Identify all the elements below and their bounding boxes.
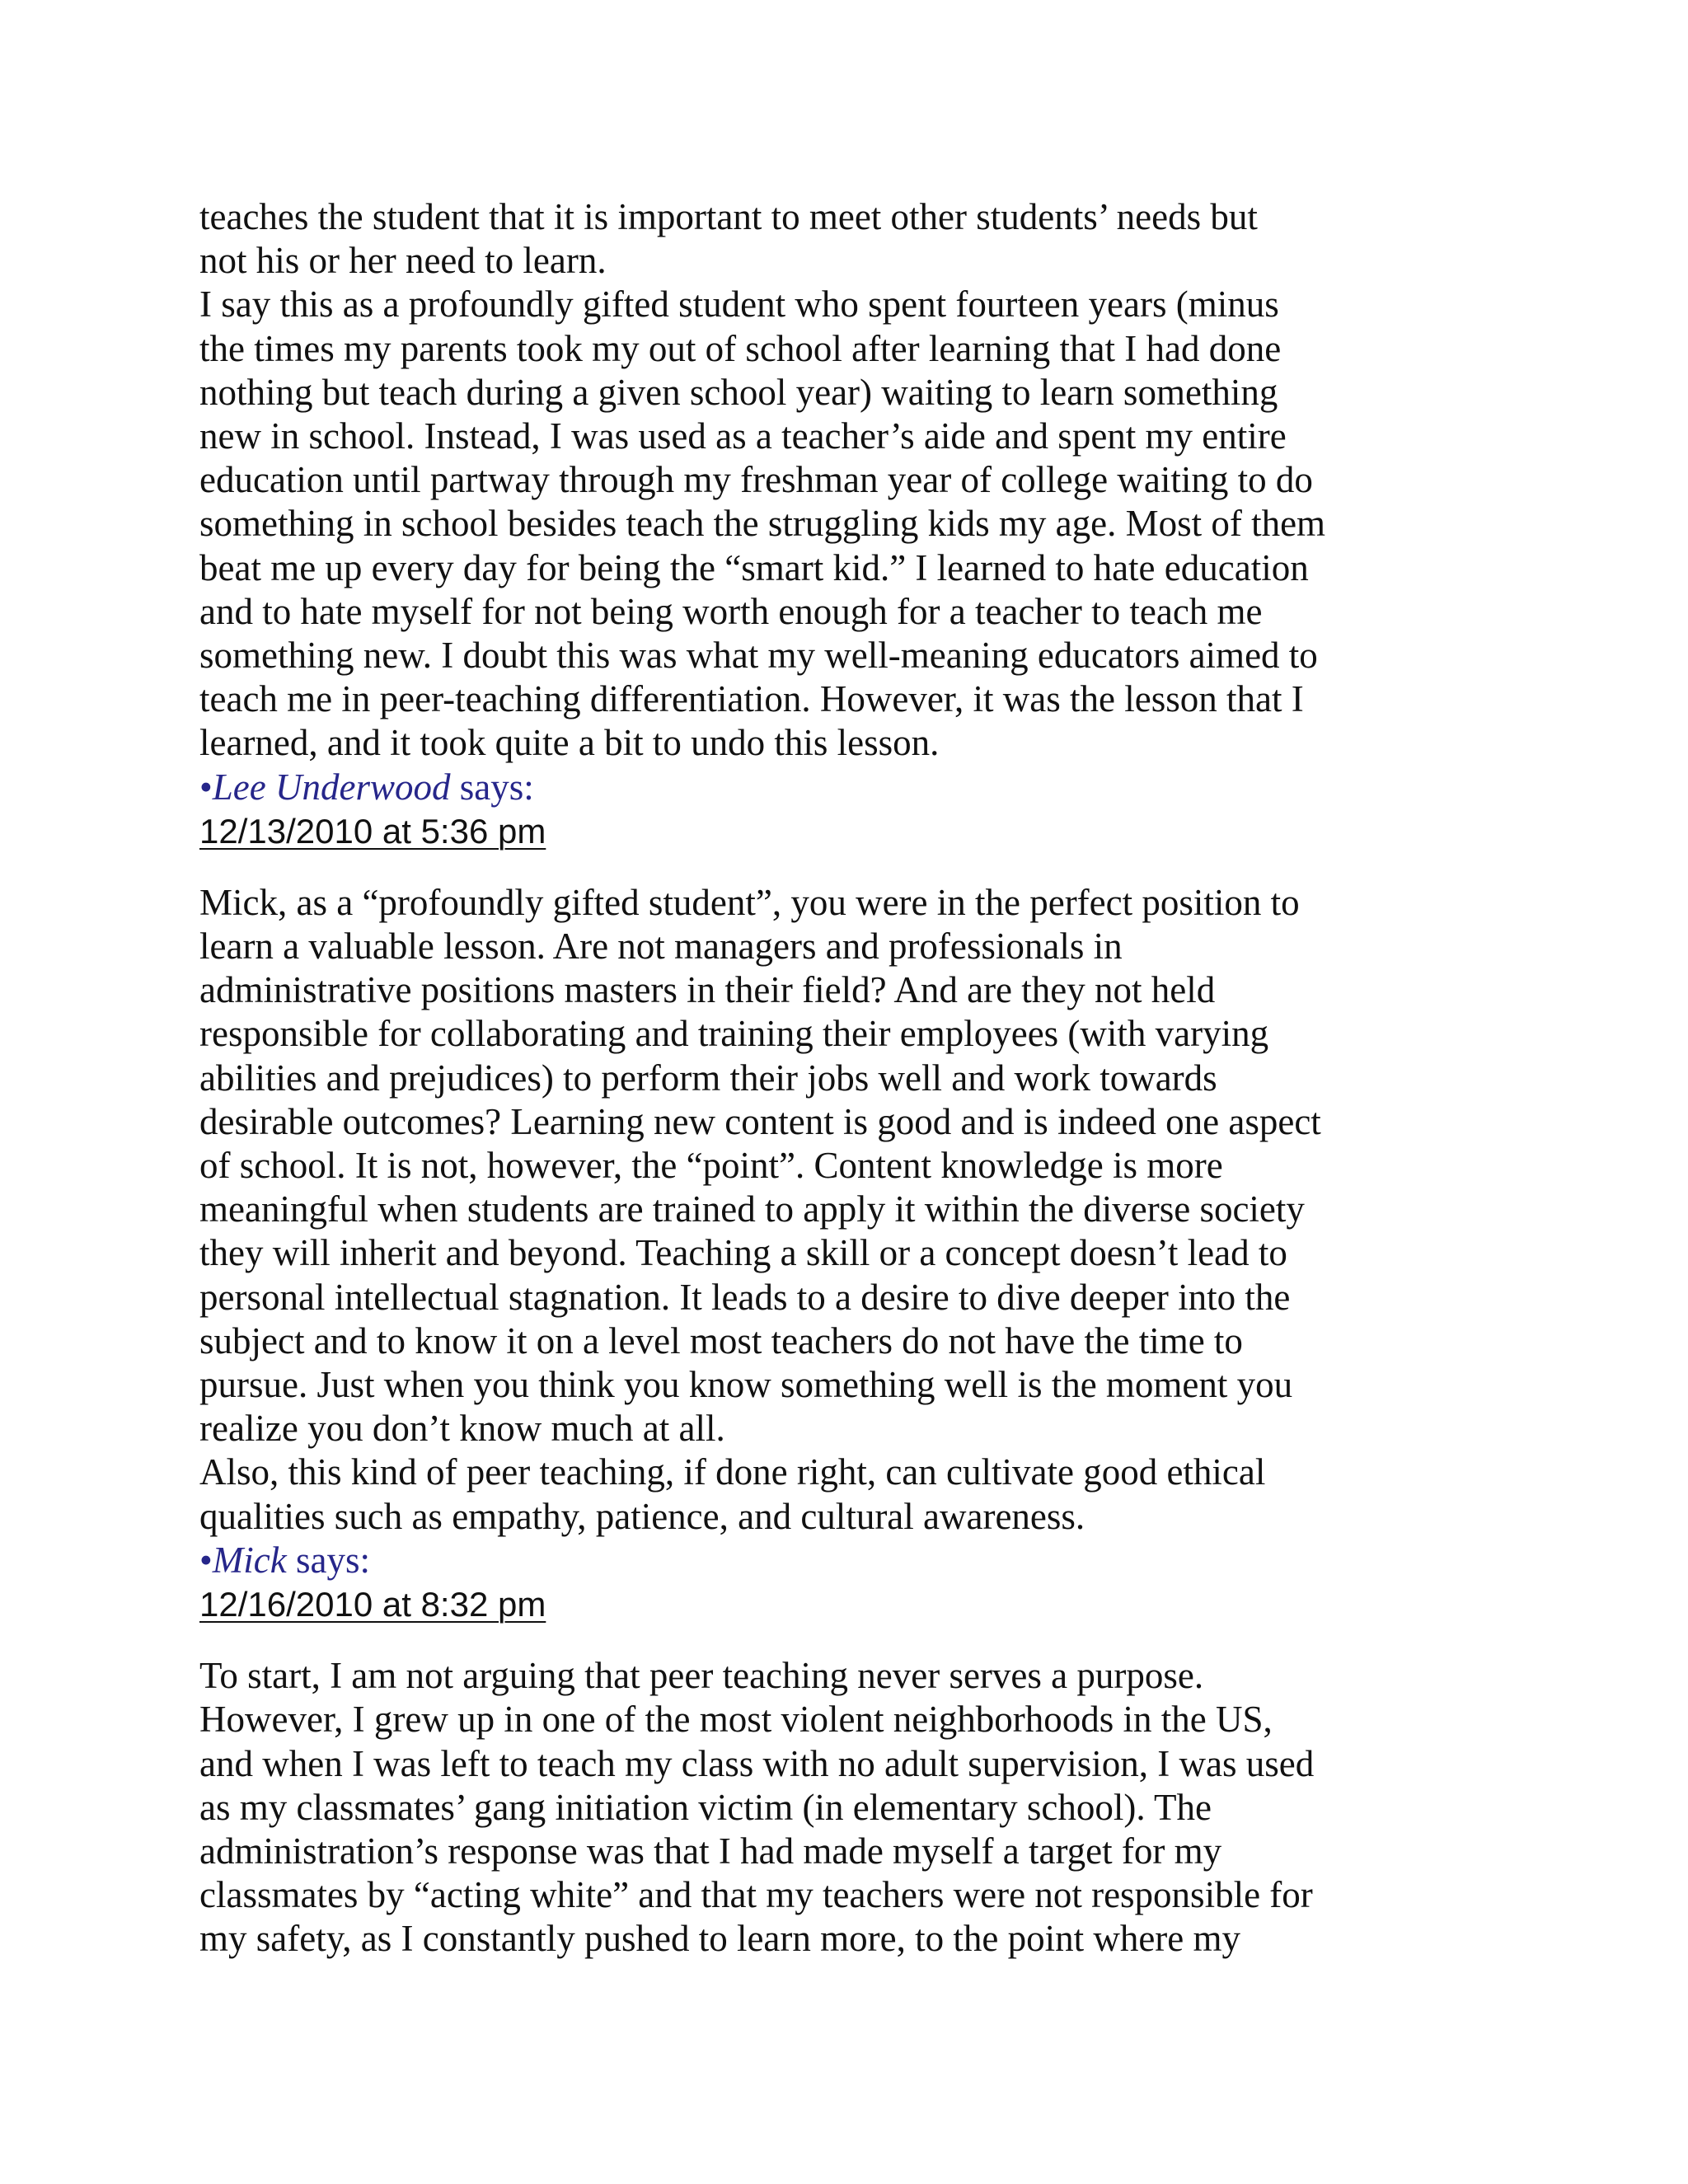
paragraph: [199, 881, 1502, 1451]
comment-author-line: [199, 1539, 1502, 1582]
text-line: my safety, as I constantly pushed to learn more, to the point where my: [199, 1918, 1241, 1960]
text-line: personal intellectual stagnation. It leads to a desire to dive deeper into the: [199, 1276, 1291, 1318]
text-line: not his or her need to learn.: [199, 240, 607, 282]
text-line: classmates by “acting white” and that my teachers were not responsible for: [199, 1874, 1313, 1916]
paragraph: [199, 1451, 1502, 1538]
comment-timestamp-link[interactable]: 12/13/2010 at 5:36 pm: [199, 811, 546, 851]
paragraph: [199, 1654, 1502, 1961]
text-line: Also, this kind of peer teaching, if done right, can cultivate good ethical: [199, 1451, 1266, 1493]
text-line: abilities and prejudices) to perform their jobs well and work towards: [199, 1057, 1217, 1099]
text-line: subject and to know it on a level most teachers do not have the time to: [199, 1319, 1243, 1361]
author-name[interactable]: Lee Underwood: [212, 766, 451, 808]
text-line: responsible for collaborating and training their employees (with varying: [199, 1013, 1269, 1055]
text-line: I say this as a profoundly gifted student who spent fourteen years (minus: [199, 284, 1279, 326]
text-line: meaningful when students are trained to apply it within the diverse society: [199, 1188, 1305, 1230]
text-line: of school. It is not, however, the “point”. Content knowledge is more: [199, 1145, 1223, 1187]
text-line: teaches the student that it is important to meet other students’ needs but: [199, 196, 1258, 237]
text-line: realize you don’t know much at all.: [199, 1408, 725, 1450]
text-line: the times my parents took my out of school after learning that I had done: [199, 327, 1282, 369]
text-line: pursue. Just when you think you know something well is the moment you: [199, 1364, 1293, 1406]
comment-header: [199, 1539, 1502, 1626]
bullet-icon: •: [199, 766, 213, 808]
comment-author-line: [199, 766, 1502, 809]
document-page: [199, 195, 1502, 1961]
text-line: administration’s response was that I had made myself a target for my: [199, 1830, 1222, 1872]
says-label: says:: [450, 766, 534, 808]
text-line: and to hate myself for not being worth enough for a teacher to teach me: [199, 590, 1263, 632]
comment-timestamp-link[interactable]: 12/16/2010 at 8:32 pm: [199, 1585, 546, 1624]
text-line: teach me in peer-teaching differentiation. However, it was the lesson that I: [199, 678, 1304, 720]
text-line: Mick, as a “profoundly gifted student”, you were in the perfect position to: [199, 881, 1300, 923]
text-line: qualities such as empathy, patience, and cultural awareness.: [199, 1495, 1085, 1537]
paragraph: [199, 283, 1502, 765]
text-line: However, I grew up in one of the most violent neighborhoods in the US,: [199, 1699, 1273, 1741]
text-line: education until partway through my freshman year of college waiting to do: [199, 459, 1313, 501]
text-line: new in school. Instead, I was used as a teacher’s aide and spent my entire: [199, 415, 1287, 457]
text-line: nothing but teach during a given school year) waiting to learn something: [199, 371, 1278, 413]
text-line: as my classmates’ gang initiation victim (in elementary school). The: [199, 1786, 1212, 1828]
bullet-icon: •: [199, 1539, 213, 1581]
text-line: desirable outcomes? Learning new content is good and is indeed one aspect: [199, 1100, 1321, 1142]
text-line: they will inherit and beyond. Teaching a skill or a concept doesn’t lead to: [199, 1232, 1287, 1274]
text-line: something new. I doubt this was what my well-meaning educators aimed to: [199, 635, 1318, 677]
text-line: administrative positions masters in their field? And are they not held: [199, 969, 1216, 1011]
comment-header: [199, 766, 1502, 853]
text-line: beat me up every day for being the “smart kid.” I learned to hate education: [199, 546, 1309, 588]
spacer: [199, 1626, 1502, 1654]
paragraph: [199, 195, 1502, 283]
text-line: learn a valuable lesson. Are not managers and professionals in: [199, 926, 1123, 968]
says-label: says:: [286, 1539, 370, 1581]
text-line: To start, I am not arguing that peer teaching never serves a purpose.: [199, 1655, 1204, 1697]
text-line: learned, and it took quite a bit to undo this lesson.: [199, 722, 940, 764]
spacer: [199, 853, 1502, 881]
text-line: something in school besides teach the struggling kids my age. Most of them: [199, 503, 1326, 545]
author-name[interactable]: Mick: [212, 1539, 287, 1581]
text-line: and when I was left to teach my class with no adult supervision, I was used: [199, 1742, 1315, 1784]
